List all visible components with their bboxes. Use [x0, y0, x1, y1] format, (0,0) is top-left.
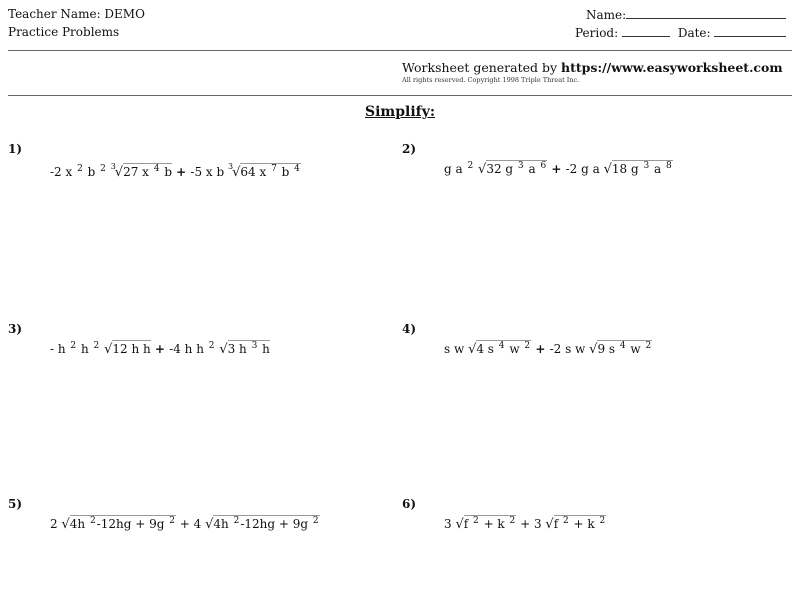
credit-prefix: Worksheet generated by	[402, 60, 562, 75]
expr-text: 9 s	[597, 342, 619, 356]
exponent: 2	[70, 341, 77, 351]
operator: +	[150, 342, 170, 356]
radical-index: 3	[228, 162, 234, 171]
problem-expression	[444, 517, 606, 532]
credit-url[interactable]: https://www.easyworksheet.com	[561, 60, 783, 75]
divider	[8, 50, 792, 51]
radicand	[612, 160, 673, 176]
expr-text: 4h	[213, 517, 233, 531]
radicand	[112, 340, 150, 356]
radical	[228, 162, 301, 180]
problem-expression	[50, 342, 270, 357]
expr-text: 3	[444, 517, 456, 531]
exponent: 2	[208, 341, 215, 351]
radicand	[476, 340, 531, 356]
generator-credit	[402, 60, 783, 75]
exponent: 3	[517, 161, 524, 171]
radical	[468, 342, 531, 357]
exponent: 4	[619, 341, 626, 351]
name-row	[586, 7, 786, 22]
problem-expression	[444, 162, 673, 177]
expr-text: b	[160, 165, 172, 179]
expr-text: + 3	[516, 517, 546, 531]
radicand	[464, 515, 517, 531]
radicand	[597, 340, 652, 356]
expr-text: -12hg + 9g	[240, 517, 312, 531]
radicand	[213, 515, 319, 531]
exponent: 2	[599, 516, 606, 526]
exponent: 4	[153, 164, 160, 174]
radical	[545, 517, 606, 532]
exponent: 2	[312, 516, 319, 526]
problem-expression	[50, 162, 301, 180]
radical	[104, 342, 151, 357]
expr-text: -4 h h	[169, 342, 208, 356]
exponent: 2	[100, 164, 106, 174]
name-field[interactable]	[626, 7, 786, 19]
divider	[8, 95, 792, 96]
exponent: 2	[562, 516, 569, 526]
date-field[interactable]	[714, 25, 786, 37]
expr-text: f	[553, 517, 562, 531]
expr-text: 64 x	[240, 165, 271, 179]
exponent: 2	[524, 341, 531, 351]
copyright: All rights reserved. Copyright 1998 Triple Threat Inc.	[402, 76, 580, 84]
radical-sign-icon: √	[205, 517, 214, 532]
operator: +	[531, 342, 550, 356]
radicand	[486, 160, 547, 176]
expr-text: -5 x b	[190, 165, 229, 179]
radical	[455, 517, 516, 532]
radical-sign-icon: √	[603, 162, 612, 177]
radical-sign-icon: √	[455, 517, 464, 532]
expr-text: 2	[50, 517, 62, 531]
radical-sign-icon: √	[478, 162, 487, 177]
radical	[205, 517, 320, 532]
expr-text: 12 h h	[112, 342, 151, 356]
operator: +	[547, 162, 566, 176]
instruction-heading: Simplify:	[365, 104, 435, 120]
expr-text: 4 s	[476, 342, 498, 356]
expr-text: w	[626, 342, 645, 356]
radical	[219, 342, 270, 357]
expr-text: + k	[569, 517, 599, 531]
radical-sign-icon: √	[545, 517, 554, 532]
expr-text: + k	[479, 517, 509, 531]
expr-text: a	[524, 162, 540, 176]
radical	[478, 162, 547, 177]
radical	[111, 162, 172, 180]
name-label: Name:	[586, 8, 627, 22]
exponent: 6	[540, 161, 547, 171]
radical-sign-icon: √	[589, 342, 598, 357]
expr-text: b	[277, 165, 294, 179]
radical-index: 3	[110, 162, 116, 171]
exponent: 4	[498, 341, 505, 351]
period-label: Period:	[575, 26, 619, 40]
exponent: 2	[169, 516, 175, 526]
operator: +	[172, 165, 191, 179]
radicand	[228, 340, 270, 356]
expr-text: -2 g a	[565, 162, 604, 176]
exponent: 8	[666, 161, 672, 171]
period-field[interactable]	[622, 25, 670, 37]
expr-text: 3 h	[227, 342, 251, 356]
expr-text: g a	[444, 162, 467, 176]
exponent: 3	[251, 341, 258, 351]
expr-text: -2 s w	[549, 342, 590, 356]
radicand	[123, 163, 172, 179]
problem-number: 5)	[8, 497, 23, 511]
exponent: 2	[645, 341, 652, 351]
radical-sign-icon: √	[114, 165, 124, 180]
expr-text: 27 x	[123, 165, 153, 179]
exponent: 2	[93, 341, 100, 351]
expr-text: 32 g	[486, 162, 517, 176]
radicand	[240, 163, 300, 179]
expr-text: b	[83, 165, 100, 179]
exponent: 2	[509, 516, 516, 526]
radical-sign-icon: √	[219, 342, 228, 357]
exponent: 4	[294, 164, 300, 174]
problem-number: 3)	[8, 322, 23, 336]
expr-text: s w	[444, 342, 469, 356]
expr-text: h	[77, 342, 93, 356]
radical-sign-icon: √	[104, 342, 113, 357]
problem-number: 2)	[402, 142, 417, 156]
expr-text: w	[505, 342, 524, 356]
exponent: 2	[77, 164, 83, 174]
worksheet-subtitle: Practice Problems	[8, 25, 120, 39]
period-date-row	[575, 25, 786, 40]
radical	[61, 517, 176, 532]
radical	[589, 342, 652, 357]
expr-text: a	[650, 162, 665, 176]
expr-text: 4h	[69, 517, 89, 531]
radical	[604, 162, 673, 177]
radical-sign-icon: √	[468, 342, 477, 357]
radical-sign-icon: √	[232, 165, 241, 180]
expr-text: -2 x	[50, 165, 77, 179]
problem-number: 6)	[402, 497, 417, 511]
exponent: 3	[643, 161, 650, 171]
exponent: 7	[271, 164, 277, 174]
expr-text: 18 g	[611, 162, 643, 176]
problem-expression	[50, 517, 320, 532]
teacher-name: Teacher Name: DEMO	[8, 7, 145, 21]
date-label: Date:	[677, 26, 711, 40]
problem-number: 4)	[402, 322, 417, 336]
problem-number: 1)	[8, 142, 23, 156]
expr-text: h	[258, 342, 270, 356]
radicand	[554, 515, 607, 531]
exponent: 2	[467, 161, 474, 171]
expr-text: - h	[50, 342, 70, 356]
radicand	[70, 515, 176, 531]
exponent: 2	[473, 516, 479, 526]
expr-text: -12hg + 9g	[96, 517, 169, 531]
exponent: 2	[233, 516, 240, 526]
problem-expression	[444, 342, 652, 357]
expr-text: + 4	[175, 517, 206, 531]
exponent: 2	[89, 516, 96, 526]
expr-text: f	[463, 517, 473, 531]
radical-sign-icon: √	[61, 517, 70, 532]
